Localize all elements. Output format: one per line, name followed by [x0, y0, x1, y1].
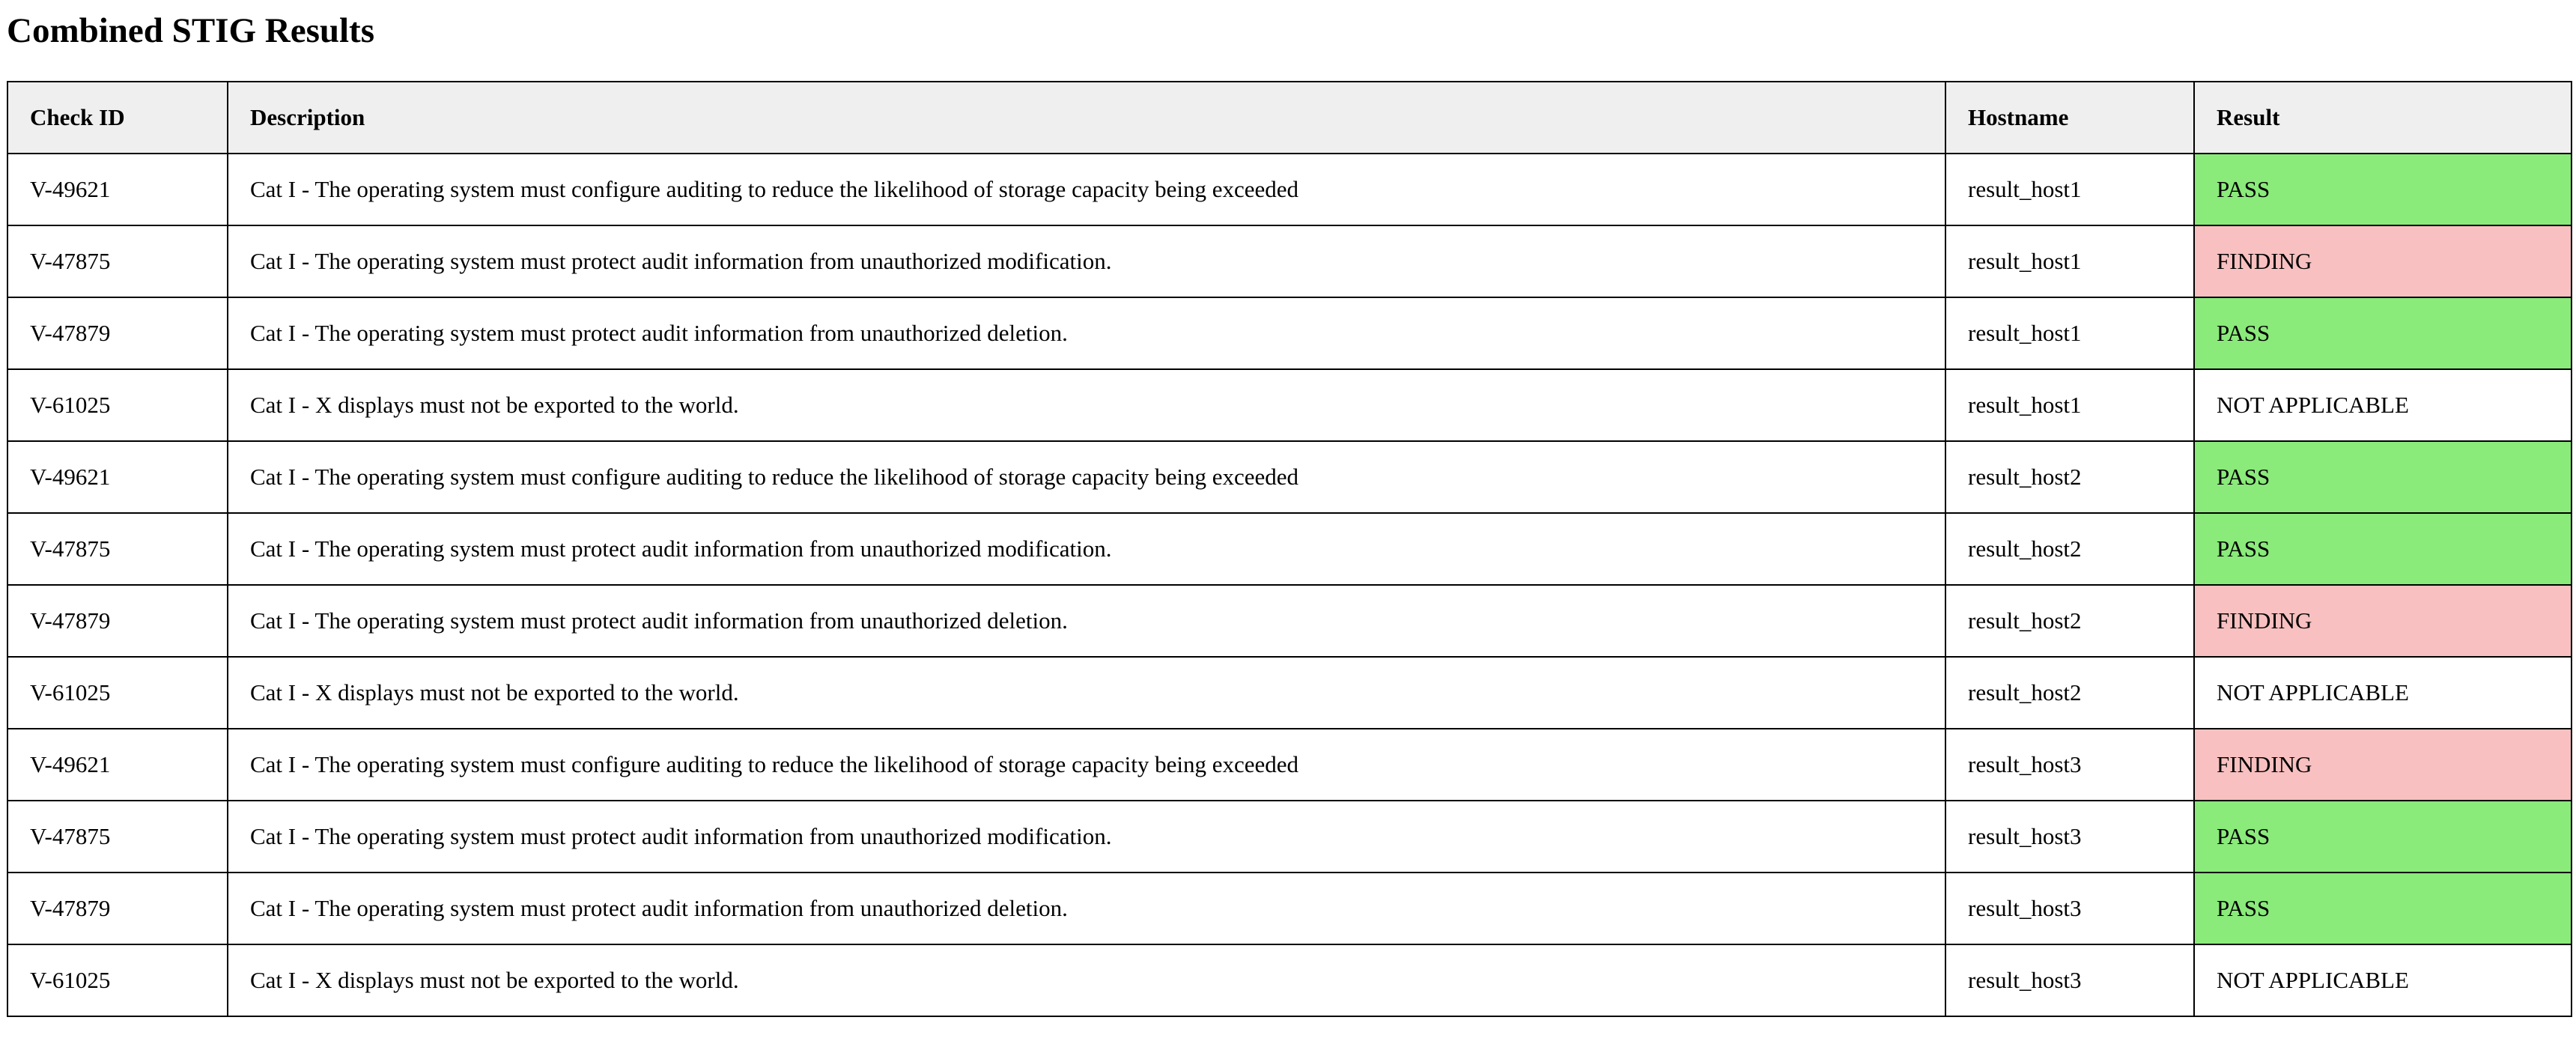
- cell-description: Cat I - The operating system must protect audit information from unauthorized deletion.: [228, 873, 1945, 944]
- cell-result: FINDING: [2194, 225, 2572, 297]
- cell-check-id: V-47879: [7, 297, 228, 369]
- table-row: [7, 729, 2572, 801]
- cell-result: NOT APPLICABLE: [2194, 657, 2572, 729]
- cell-result: NOT APPLICABLE: [2194, 944, 2572, 1016]
- cell-result: FINDING: [2194, 729, 2572, 801]
- cell-hostname: result_host2: [1945, 441, 2194, 513]
- cell-check-id: V-61025: [7, 944, 228, 1016]
- page-title: Combined STIG Results: [7, 11, 374, 50]
- header-hostname: Hostname: [1945, 82, 2194, 154]
- cell-hostname: result_host1: [1945, 154, 2194, 225]
- cell-result: PASS: [2194, 297, 2572, 369]
- table-body: [7, 154, 2572, 1016]
- cell-hostname: result_host1: [1945, 225, 2194, 297]
- cell-result: PASS: [2194, 513, 2572, 585]
- cell-description: Cat I - X displays must not be exported to the world.: [228, 944, 1945, 1016]
- table-header-row: [7, 82, 2572, 154]
- cell-check-id: V-47875: [7, 513, 228, 585]
- cell-hostname: result_host3: [1945, 944, 2194, 1016]
- cell-description: Cat I - The operating system must protect audit information from unauthorized deletion.: [228, 585, 1945, 657]
- cell-description: Cat I - The operating system must protect audit information from unauthorized modification.: [228, 225, 1945, 297]
- table-row: [7, 944, 2572, 1016]
- cell-result: PASS: [2194, 441, 2572, 513]
- cell-result: PASS: [2194, 873, 2572, 944]
- cell-description: Cat I - The operating system must protect audit information from unauthorized deletion.: [228, 297, 1945, 369]
- table-row: [7, 657, 2572, 729]
- cell-check-id: V-47875: [7, 801, 228, 873]
- cell-description: Cat I - The operating system must configure auditing to reduce the likelihood of storage capacity being exceeded: [228, 154, 1945, 225]
- cell-check-id: V-47875: [7, 225, 228, 297]
- table-row: [7, 297, 2572, 369]
- cell-hostname: result_host3: [1945, 729, 2194, 801]
- cell-hostname: result_host2: [1945, 585, 2194, 657]
- cell-hostname: result_host3: [1945, 873, 2194, 944]
- cell-check-id: V-47879: [7, 873, 228, 944]
- cell-hostname: result_host1: [1945, 369, 2194, 441]
- cell-hostname: result_host1: [1945, 297, 2194, 369]
- header-description: Description: [228, 82, 1945, 154]
- cell-result: FINDING: [2194, 585, 2572, 657]
- cell-description: Cat I - The operating system must protect audit information from unauthorized modification.: [228, 513, 1945, 585]
- cell-hostname: result_host2: [1945, 657, 2194, 729]
- table-row: [7, 369, 2572, 441]
- cell-description: Cat I - The operating system must protect audit information from unauthorized modification.: [228, 801, 1945, 873]
- cell-description: Cat I - The operating system must configure auditing to reduce the likelihood of storage capacity being exceeded: [228, 441, 1945, 513]
- table-row: [7, 801, 2572, 873]
- cell-result: PASS: [2194, 801, 2572, 873]
- header-result: Result: [2194, 82, 2572, 154]
- table-row: [7, 513, 2572, 585]
- cell-check-id: V-47879: [7, 585, 228, 657]
- cell-hostname: result_host2: [1945, 513, 2194, 585]
- cell-description: Cat I - X displays must not be exported to the world.: [228, 657, 1945, 729]
- cell-check-id: V-49621: [7, 154, 228, 225]
- table-row: [7, 441, 2572, 513]
- cell-description: Cat I - X displays must not be exported to the world.: [228, 369, 1945, 441]
- table-row: [7, 873, 2572, 944]
- cell-hostname: result_host3: [1945, 801, 2194, 873]
- cell-check-id: V-61025: [7, 657, 228, 729]
- cell-check-id: V-49621: [7, 729, 228, 801]
- table-row: [7, 225, 2572, 297]
- cell-result: NOT APPLICABLE: [2194, 369, 2572, 441]
- cell-check-id: V-49621: [7, 441, 228, 513]
- cell-result: PASS: [2194, 154, 2572, 225]
- stig-results-table: [7, 81, 2572, 1017]
- cell-description: Cat I - The operating system must configure auditing to reduce the likelihood of storage capacity being exceeded: [228, 729, 1945, 801]
- table-row: [7, 585, 2572, 657]
- header-check-id: Check ID: [7, 82, 228, 154]
- cell-check-id: V-61025: [7, 369, 228, 441]
- table-row: [7, 154, 2572, 225]
